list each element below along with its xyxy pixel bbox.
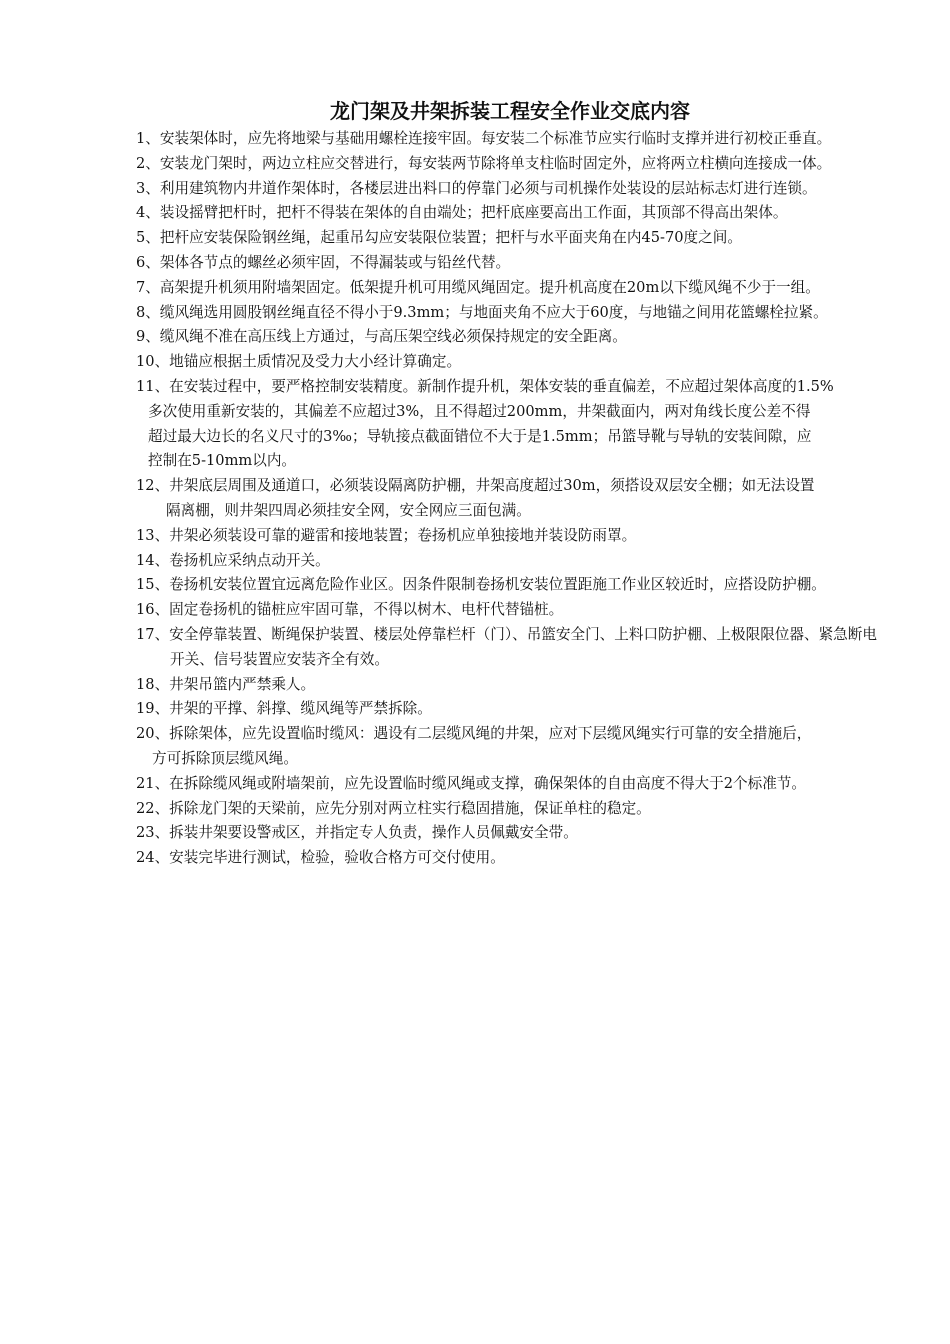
paragraph: 1、安装架体时，应先将地梁与基础用螺栓连接牢固。每安装二个标准节应实行临时支撑并进行初校正垂直。: [136, 130, 832, 147]
paragraph: 16、固定卷扬机的锚桩应牢固可靠，不得以树木、电杆代替锚桩。: [136, 601, 564, 619]
paragraph: 6、架体各节点的螺丝必须牢固，不得漏装或与铅丝代替。: [136, 253, 511, 271]
paragraph: 多次使用重新安装的，其偏差不应超过3%，且不得超过200mm，井架截面内，两对角线长度公差不得: [148, 402, 811, 420]
paragraph: 24、安装完毕进行测试，检验，验收合格方可交付使用。: [136, 849, 505, 867]
paragraph: 9、缆风绳不准在高压线上方通过，与高压架空线必须保持规定的安全距离。: [136, 328, 627, 346]
document-page: [136, 96, 884, 871]
document-title: 龙门架及井架拆装工程安全作业交底内容: [330, 99, 690, 123]
paragraph: 19、井架的平撑、斜撑、缆风绳等严禁拆除。: [136, 700, 432, 718]
paragraph: 7、高架提升机须用附墙架固定。低架提升机可用缆风绳固定。提升机高度在20m以下缆风绳不少于一组。: [136, 278, 820, 296]
paragraph: 23、拆装井架要设警戒区，并指定专人负责，操作人员佩戴安全带。: [136, 824, 578, 842]
paragraph: 21、在拆除缆风绳或附墙架前，应先设置临时缆风绳或支撑，确保架体的自由高度不得大于2个标准节。: [136, 774, 806, 792]
paragraph: 14、卷扬机应采纳点动开关。: [136, 551, 330, 569]
paragraph: 控制在5-10mm以内。: [148, 452, 297, 470]
paragraph: 17、安全停靠装置、断绳保护装置、楼层处停靠栏杆（门）、吊篮安全门、上料口防护棚、上极限限位器、紧急断电开关、信号装置应安装齐全有效。: [136, 625, 877, 668]
paragraph: 3、利用建筑物内井道作架体时，各楼层进出料口的停靠门必须与司机操作处装设的层站标志灯进行连锁。: [136, 179, 817, 197]
paragraph: 超过最大边长的名义尺寸的3‰；导轨接点截面错位不大于是1.5mm；吊篮导靴与导轨的安装间隙，应: [148, 427, 812, 445]
paragraph: 18、井架吊篮内严禁乘人。: [136, 675, 316, 693]
paragraph: 11、在安装过程中，要严格控制安装精度。新制作提升机，架体安装的垂直偏差，不应超过架体高度的1.5%: [136, 377, 834, 395]
paragraph: 5、把杆应安装保险钢丝绳，起重吊勾应安装限位装置；把杆与水平面夹角在内45-70度之间。: [136, 229, 742, 247]
paragraph: 15、卷扬机安装位置宜远离危险作业区。因条件限制卷扬机安装位置距施工作业区较近时，应搭设防护棚。: [136, 576, 826, 594]
paragraph: 20、拆除架体，应先设置临时缆风：遇设有二层缆风绳的井架，应对下层缆风绳实行可靠的安全措施后，: [136, 725, 812, 743]
paragraph: 隔离棚，则井架四周必须挂安全网，安全网应三面包满。: [166, 501, 531, 519]
paragraph: 2、安装龙门架时，两边立柱应交替进行，每安装两节除将单支柱临时固定外，应将两立柱横向连接成一体。: [136, 154, 832, 172]
paragraph: 12、井架底层周围及通道口，必须装设隔离防护棚，井架高度超过30m，须搭设双层安全棚；如无法设置: [136, 477, 815, 495]
paragraph: 8、缆风绳选用圆股钢丝绳直径不得小于9.3mm；与地面夹角不应大于60度，与地锚之间用花篮螺栓拉紧。: [136, 303, 828, 321]
paragraph: 4、装设摇臂把杆时，把杆不得装在架体的自由端处；把杆底座要高出工作面，其顶部不得高出架体。: [136, 204, 788, 222]
paragraph: 13、井架必须装设可靠的避雷和接地装置；卷扬机应单独接地并装设防雨罩。: [136, 526, 637, 544]
paragraph: 方可拆除顶层缆风绳。: [152, 749, 298, 767]
paragraph: 22、拆除龙门架的天梁前，应先分别对两立柱实行稳固措施，保证单柱的稳定。: [136, 799, 651, 817]
paragraph: 10、地锚应根据土质情况及受力大小经计算确定。: [136, 353, 462, 371]
document-body: [136, 127, 884, 871]
